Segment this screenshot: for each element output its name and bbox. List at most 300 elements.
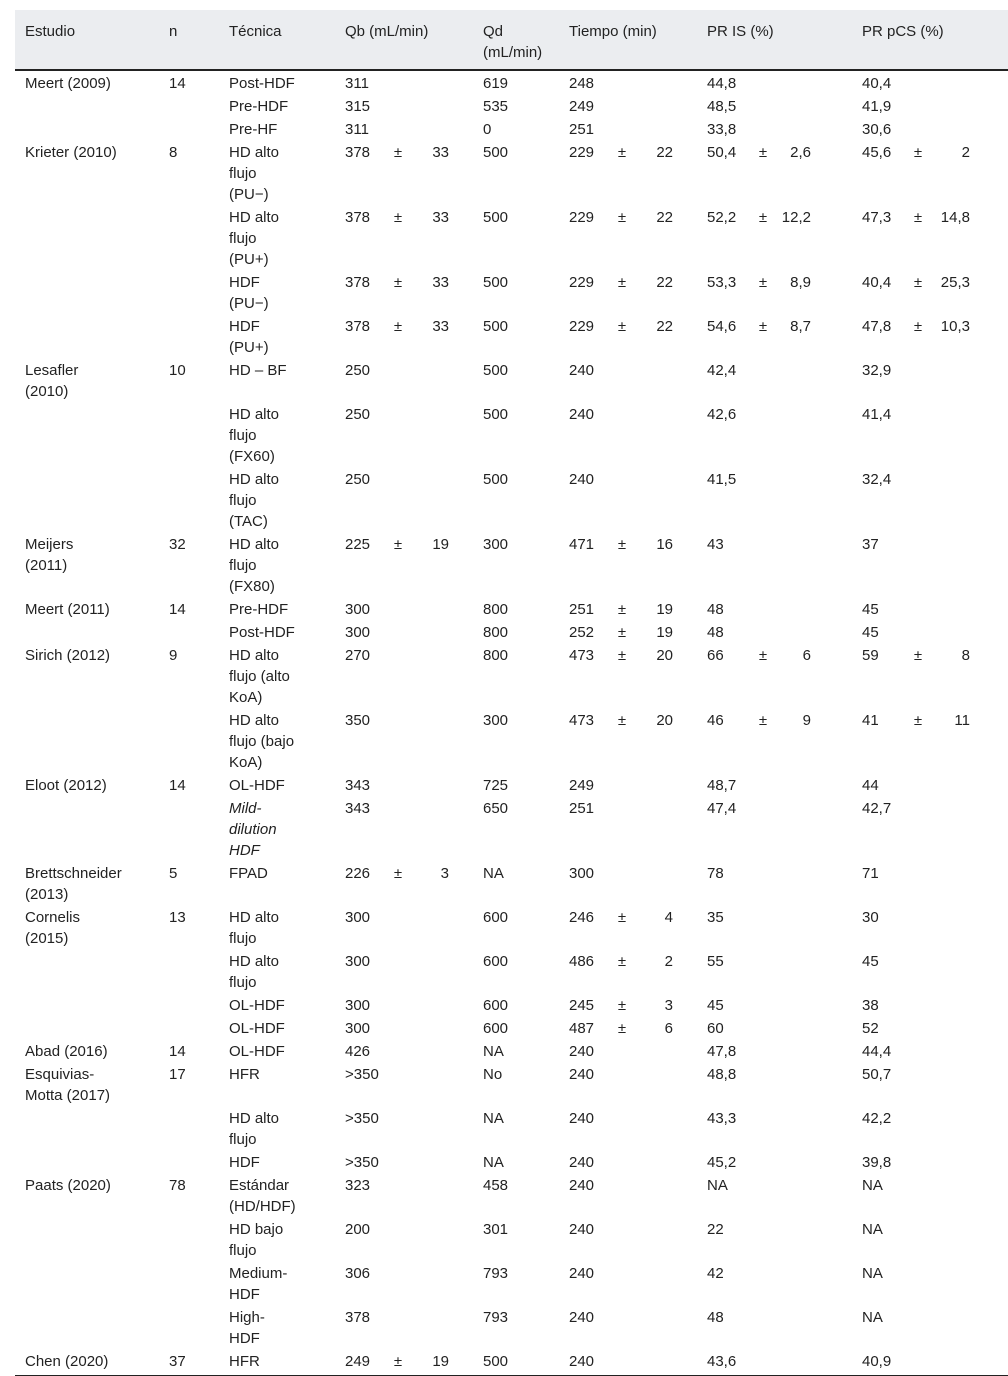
cell-qb: 200 — [345, 1221, 371, 1238]
header-qd: Qd (mL/min) — [473, 10, 559, 70]
cell-n — [159, 797, 219, 862]
cell-qd: 793 — [483, 1309, 509, 1326]
table-row — [15, 621, 1008, 644]
cell-qb: 300 — [345, 1020, 371, 1037]
cell-tiempo: 240 — [569, 1265, 595, 1282]
cell-qd: 535 — [483, 98, 509, 115]
cell-tiempo: 240 — [569, 1110, 595, 1127]
cell-qb: 300 — [345, 601, 371, 618]
mean-value: 246 — [569, 909, 595, 926]
cell-qb: 311 — [345, 121, 369, 138]
cell-tiempo: 249 — [569, 98, 595, 115]
cell-tiempo: 240 — [569, 1309, 595, 1326]
cell-tiempo: 240 — [569, 1221, 595, 1238]
cell-estudio — [15, 468, 159, 533]
plus-minus-sign: ± — [393, 144, 403, 161]
mean-value: 252 — [569, 624, 595, 641]
cell-pr-pcs — [852, 315, 1008, 359]
table-row — [15, 709, 1008, 774]
mean-value: 245 — [569, 997, 595, 1014]
cell-qb — [335, 271, 473, 315]
cell-tecnica: Estándar (HD/HDF) — [229, 1177, 296, 1215]
cell-estudio: Meert (2009) — [25, 75, 111, 92]
header-pr-is: PR IS (%) — [697, 10, 852, 70]
cell-tecnica: HD alto flujo — [229, 953, 280, 991]
sd-value: 22 — [656, 209, 673, 226]
cell-pr-pcs: 30 — [862, 909, 879, 926]
cell-tiempo: 300 — [569, 865, 595, 882]
cell-qd: NA — [483, 1110, 504, 1127]
cell-tecnica: HDF — [229, 1154, 260, 1171]
cell-n: 14 — [169, 601, 186, 618]
mean-value: 59 — [862, 647, 879, 664]
cell-estudio — [15, 118, 159, 141]
cell-estudio — [15, 95, 159, 118]
cell-tecnica: HD alto flujo (FX80) — [229, 536, 280, 595]
cell-tecnica: Medium- HDF — [229, 1265, 288, 1303]
cell-tiempo — [559, 141, 697, 206]
cell-estudio — [15, 621, 159, 644]
mean-value: 229 — [569, 318, 595, 335]
cell-estudio: Meert (2011) — [25, 601, 110, 618]
cell-qd: 725 — [483, 777, 509, 794]
cell-estudio — [15, 403, 159, 468]
plus-minus-sign: ± — [617, 953, 627, 970]
cell-pr-pcs: 41,4 — [862, 406, 892, 423]
cell-tecnica: Mild- dilution HDF — [229, 800, 277, 859]
header-tecnica: Técnica — [219, 10, 335, 70]
cell-qd: 300 — [483, 536, 509, 553]
cell-qb: 350 — [345, 712, 371, 729]
cell-qb: 270 — [345, 647, 371, 664]
sd-value: 8 — [961, 647, 970, 664]
header-pr-pcs: PR pCS (%) — [852, 10, 1008, 70]
cell-pr-pcs: 44,4 — [862, 1043, 892, 1060]
sd-value: 2 — [961, 144, 970, 161]
cell-pr-pcs: 30,6 — [862, 121, 892, 138]
sd-value: 3 — [440, 865, 449, 882]
table-row — [15, 1017, 1008, 1040]
cell-pr-pcs: NA — [862, 1265, 883, 1282]
cell-qb: >350 — [345, 1154, 379, 1171]
mean-value: 229 — [569, 209, 595, 226]
cell-pr-is: 55 — [707, 953, 724, 970]
mean-value: 47,8 — [862, 318, 892, 335]
table-row — [15, 403, 1008, 468]
sd-value: 12,2 — [781, 209, 811, 226]
sd-value: 33 — [432, 318, 449, 335]
mean-value: 45,6 — [862, 144, 892, 161]
mean-value: 229 — [569, 274, 595, 291]
cell-pr-is — [697, 315, 852, 359]
cell-n — [159, 271, 219, 315]
cell-tiempo: 240 — [559, 1350, 697, 1376]
cell-pr-is: 48 — [707, 624, 724, 641]
table-row — [15, 206, 1008, 271]
cell-tiempo: 248 — [569, 75, 595, 92]
sd-value: 16 — [656, 536, 673, 553]
cell-pr-is: 42 — [707, 1265, 724, 1282]
cell-tecnica: Pre-HDF — [229, 98, 289, 115]
cell-pr-is: 44,8 — [707, 75, 737, 92]
cell-tecnica: HD alto flujo (FX60) — [229, 406, 280, 465]
sd-value: 14,8 — [940, 209, 970, 226]
cell-estudio — [15, 1151, 159, 1174]
cell-qd: 500 — [483, 362, 509, 379]
plus-minus-sign: ± — [617, 712, 627, 729]
plus-minus-sign: ± — [913, 209, 923, 226]
cell-n: 17 — [169, 1066, 186, 1083]
cell-n — [159, 315, 219, 359]
cell-pr-is: 33,8 — [707, 121, 737, 138]
mean-value: 226 — [345, 865, 371, 882]
cell-qb — [335, 862, 473, 906]
plus-minus-sign: ± — [758, 712, 768, 729]
cell-qd: 800 — [483, 624, 509, 641]
cell-qb: 311 — [345, 75, 369, 92]
cell-estudio — [15, 1262, 159, 1306]
table-row — [15, 950, 1008, 994]
mean-value: 41 — [862, 712, 879, 729]
mean-value: 47,3 — [862, 209, 892, 226]
cell-tecnica: OL-HDF — [229, 777, 285, 794]
cell-qb: 343 — [345, 800, 371, 817]
cell-n — [159, 206, 219, 271]
cell-qd: No — [483, 1066, 503, 1083]
cell-qd: 500 — [483, 209, 509, 226]
cell-pr-is: 35 — [707, 909, 724, 926]
cell-tecnica: HD – BF — [229, 362, 287, 379]
cell-qb: 306 — [345, 1265, 371, 1282]
cell-estudio — [15, 1017, 159, 1040]
cell-tiempo: 240 — [569, 1043, 595, 1060]
mean-value: 486 — [569, 953, 595, 970]
cell-n: 14 — [169, 75, 186, 92]
cell-estudio: Brettschneider (2013) — [25, 865, 122, 903]
table-row — [15, 598, 1008, 621]
sd-value: 19 — [656, 624, 673, 641]
cell-pr-is: 43,3 — [707, 1110, 737, 1127]
cell-tiempo — [559, 598, 697, 621]
sd-value: 11 — [954, 712, 970, 729]
cell-qb: >350 — [345, 1110, 379, 1127]
sd-value: 33 — [432, 274, 449, 291]
cell-qd: 500 — [483, 144, 509, 161]
cell-qd: 500 — [483, 318, 509, 335]
mean-value: 46 — [707, 712, 724, 729]
mean-value: 471 — [569, 536, 595, 553]
cell-pr-pcs: 41,9 — [862, 98, 892, 115]
cell-pr-is: 78 — [707, 865, 724, 882]
cell-qd: 500 — [473, 1350, 559, 1376]
sd-value: 22 — [656, 144, 673, 161]
cell-n: 9 — [169, 647, 178, 664]
plus-minus-sign: ± — [758, 318, 768, 335]
cell-tecnica: HFR — [219, 1350, 335, 1376]
cell-tiempo — [559, 644, 697, 709]
cell-estudio: Lesafler (2010) — [25, 362, 79, 400]
cell-tecnica: HDF (PU−) — [229, 274, 269, 312]
plus-minus-sign: ± — [758, 209, 768, 226]
cell-n — [159, 709, 219, 774]
cell-n: 78 — [169, 1177, 186, 1194]
cell-estudio — [15, 1107, 159, 1151]
mean-value: 378 — [345, 274, 371, 291]
cell-qb: 343 — [345, 777, 371, 794]
cell-qd: 793 — [483, 1265, 509, 1282]
cell-qb: >350 — [345, 1066, 379, 1083]
sd-value: 19 — [656, 601, 673, 618]
sd-value: 4 — [664, 909, 673, 926]
cell-qd: 600 — [483, 953, 509, 970]
cell-tecnica: OL-HDF — [229, 1043, 285, 1060]
table-row — [15, 1040, 1008, 1063]
sd-value: 20 — [656, 647, 673, 664]
cell-pr-is: 22 — [707, 1221, 724, 1238]
cell-pr-pcs: 32,4 — [862, 471, 892, 488]
table-body — [15, 70, 1008, 1376]
table-row — [15, 315, 1008, 359]
cell-n — [159, 118, 219, 141]
table-row — [15, 95, 1008, 118]
plus-minus-sign: ± — [913, 647, 923, 664]
cell-pr-pcs — [852, 644, 1008, 709]
plus-minus-sign: ± — [617, 209, 627, 226]
cell-pr-is: 47,4 — [707, 800, 737, 817]
cell-tiempo — [559, 950, 697, 994]
header-qb: Qb (mL/min) — [335, 10, 473, 70]
cell-n — [159, 950, 219, 994]
cell-qd: 600 — [483, 997, 509, 1014]
plus-minus-sign: ± — [617, 624, 627, 641]
cell-tiempo — [559, 1017, 697, 1040]
sd-value: 33 — [432, 209, 449, 226]
table-row — [15, 1174, 1008, 1218]
plus-minus-sign: ± — [617, 601, 627, 618]
cell-tiempo: 251 — [569, 121, 595, 138]
mean-value: 378 — [345, 318, 371, 335]
cell-qb — [335, 1350, 473, 1376]
cell-tecnica: HD alto flujo (alto KoA) — [229, 647, 290, 706]
sd-value: 19 — [432, 1353, 449, 1370]
cell-pr-pcs — [852, 141, 1008, 206]
cell-n — [159, 621, 219, 644]
cell-pr-is: 48,8 — [707, 1066, 737, 1083]
cell-pr-is: 41,5 — [707, 471, 737, 488]
cell-tecnica: FPAD — [229, 865, 268, 882]
cell-estudio: Krieter (2010) — [25, 144, 117, 161]
cell-estudio — [15, 950, 159, 994]
sd-value: 8,9 — [790, 274, 811, 291]
cell-qb: 323 — [345, 1177, 371, 1194]
plus-minus-sign: ± — [617, 144, 627, 161]
cell-tecnica: HD alto flujo (TAC) — [229, 471, 280, 530]
table-row — [15, 468, 1008, 533]
cell-qd: NA — [483, 1043, 504, 1060]
cell-tecnica: Pre-HF — [229, 121, 278, 138]
cell-pr-pcs: 45 — [862, 601, 879, 618]
table-row — [15, 359, 1008, 403]
cell-tecnica: HDF (PU+) — [229, 318, 269, 356]
table-row — [15, 1350, 1008, 1376]
cell-pr-is: 43,6 — [697, 1350, 852, 1376]
cell-qd: NA — [483, 1154, 504, 1171]
sd-value: 22 — [656, 318, 673, 335]
table-row — [15, 141, 1008, 206]
cell-qd: NA — [483, 865, 504, 882]
plus-minus-sign: ± — [913, 144, 923, 161]
cell-estudio: Paats (2020) — [25, 1177, 111, 1194]
cell-estudio — [15, 1218, 159, 1262]
sd-value: 20 — [656, 712, 673, 729]
table-row — [15, 644, 1008, 709]
cell-n — [159, 95, 219, 118]
cell-estudio — [15, 797, 159, 862]
cell-estudio: Abad (2016) — [25, 1043, 108, 1060]
cell-estudio — [15, 271, 159, 315]
cell-tiempo: 240 — [569, 1177, 595, 1194]
cell-pr-is — [697, 206, 852, 271]
cell-tiempo — [559, 709, 697, 774]
cell-qb: 300 — [345, 909, 371, 926]
cell-n — [159, 468, 219, 533]
cell-tiempo — [559, 906, 697, 950]
mean-value: 473 — [569, 712, 595, 729]
sd-value: 9 — [802, 712, 811, 729]
cell-n: 5 — [169, 865, 178, 882]
sd-value: 19 — [432, 536, 449, 553]
cell-pr-is: 48,7 — [707, 777, 737, 794]
cell-tiempo: 240 — [569, 406, 595, 423]
plus-minus-sign: ± — [393, 209, 403, 226]
cell-pr-pcs — [852, 271, 1008, 315]
cell-n: 32 — [169, 536, 186, 553]
table-row — [15, 533, 1008, 598]
header-n: n — [159, 10, 219, 70]
plus-minus-sign: ± — [393, 1353, 403, 1370]
table-row — [15, 774, 1008, 797]
cell-pr-pcs: 71 — [862, 865, 879, 882]
cell-qb — [335, 206, 473, 271]
cell-qb: 250 — [345, 471, 371, 488]
cell-qb — [335, 141, 473, 206]
mean-value: 229 — [569, 144, 595, 161]
cell-tecnica: OL-HDF — [229, 1020, 285, 1037]
cell-pr-is: 47,8 — [707, 1043, 737, 1060]
table-row — [15, 271, 1008, 315]
plus-minus-sign: ± — [617, 274, 627, 291]
cell-qb: 378 — [345, 1309, 371, 1326]
cell-pr-is: 43 — [707, 536, 724, 553]
cell-qb — [335, 315, 473, 359]
cell-tiempo: 240 — [569, 362, 595, 379]
cell-estudio — [15, 1306, 159, 1350]
cell-pr-is: 48,5 — [707, 98, 737, 115]
cell-qb: 250 — [345, 362, 371, 379]
cell-tecnica: HD alto flujo (PU+) — [229, 209, 280, 268]
cell-tiempo — [559, 315, 697, 359]
cell-n — [159, 1151, 219, 1174]
cell-pr-pcs: NA — [862, 1221, 883, 1238]
cell-qd: 500 — [483, 274, 509, 291]
plus-minus-sign: ± — [758, 144, 768, 161]
cell-n: 14 — [169, 777, 186, 794]
cell-pr-pcs: NA — [862, 1309, 883, 1326]
cell-tiempo: 240 — [569, 1154, 595, 1171]
plus-minus-sign: ± — [913, 712, 923, 729]
cell-n: 8 — [169, 144, 178, 161]
cell-qd: 800 — [483, 601, 509, 618]
cell-pr-is: 42,6 — [707, 406, 737, 423]
cell-qd: 600 — [483, 909, 509, 926]
sd-value: 2,6 — [790, 144, 811, 161]
cell-estudio: Chen (2020) — [15, 1350, 159, 1376]
table-row — [15, 1151, 1008, 1174]
cell-qd: 300 — [483, 712, 509, 729]
cell-pr-is: 48 — [707, 601, 724, 618]
sd-value: 22 — [656, 274, 673, 291]
cell-estudio: Sirich (2012) — [25, 647, 111, 664]
cell-n: 14 — [169, 1043, 186, 1060]
cell-tecnica: HD alto flujo (PU−) — [229, 144, 280, 203]
header-estudio: Estudio — [15, 10, 159, 70]
mean-value: 473 — [569, 647, 595, 664]
plus-minus-sign: ± — [393, 318, 403, 335]
cell-estudio — [15, 315, 159, 359]
cell-pr-is — [697, 709, 852, 774]
table-row — [15, 1218, 1008, 1262]
cell-pr-is — [697, 141, 852, 206]
cell-estudio: Eloot (2012) — [25, 777, 107, 794]
cell-n: 10 — [169, 362, 186, 379]
sd-value: 10,3 — [940, 318, 970, 335]
cell-tecnica: HD alto flujo — [229, 1110, 280, 1148]
cell-qd: 800 — [483, 647, 509, 664]
cell-pr-pcs: 45 — [862, 953, 879, 970]
cell-pr-pcs: 40,4 — [862, 75, 892, 92]
mean-value: 378 — [345, 144, 371, 161]
cell-pr-is: 42,4 — [707, 362, 737, 379]
table-row — [15, 118, 1008, 141]
cell-tecnica: Post-HDF — [229, 75, 295, 92]
plus-minus-sign: ± — [617, 536, 627, 553]
mean-value: 54,6 — [707, 318, 737, 335]
cell-pr-pcs: 37 — [862, 536, 879, 553]
mean-value: 487 — [569, 1020, 595, 1037]
cell-estudio: Cornelis (2015) — [25, 909, 81, 947]
cell-n — [159, 1262, 219, 1306]
cell-tecnica: HD alto flujo — [229, 909, 280, 947]
cell-pr-pcs: 44 — [862, 777, 879, 794]
cell-tiempo — [559, 206, 697, 271]
table-row — [15, 1063, 1008, 1107]
mean-value: 40,4 — [862, 274, 892, 291]
cell-estudio — [15, 206, 159, 271]
plus-minus-sign: ± — [913, 318, 923, 335]
table-row — [15, 70, 1008, 95]
plus-minus-sign: ± — [617, 318, 627, 335]
cell-pr-is: 48 — [707, 1309, 724, 1326]
sd-value: 3 — [664, 997, 673, 1014]
cell-qd: 500 — [483, 406, 509, 423]
cell-pr-is — [697, 644, 852, 709]
cell-tiempo: 240 — [569, 471, 595, 488]
mean-value: 249 — [345, 1353, 371, 1370]
cell-tiempo: 249 — [569, 777, 595, 794]
cell-tiempo — [559, 994, 697, 1017]
cell-tiempo — [559, 533, 697, 598]
mean-value: 225 — [345, 536, 371, 553]
